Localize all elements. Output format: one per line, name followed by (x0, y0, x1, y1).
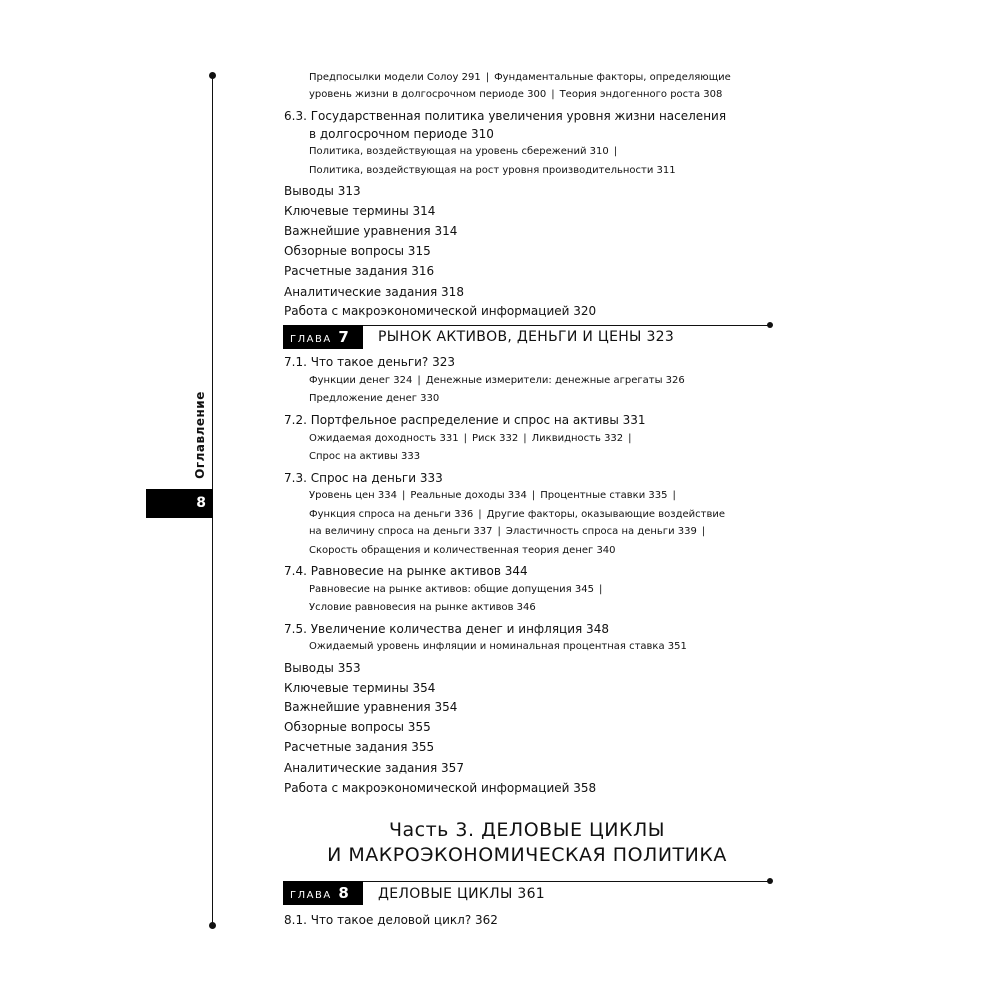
toc-entry-review-questions[interactable]: Обзорные вопросы 315 (284, 244, 431, 258)
chapter-7-rule (363, 325, 771, 326)
toc-section[interactable]: 8.1. Что такое деловой цикл? 362 (284, 913, 498, 927)
chapter-7-badge: ГЛАВА 7 (283, 325, 363, 349)
part-title-line-2: И МАКРОЭКОНОМИЧЕСКАЯ ПОЛИТИКА (327, 844, 727, 866)
toc-entry-summary[interactable]: Выводы 353 (284, 661, 361, 675)
toc-subentry[interactable]: Предпосылки модели Солоу 291 | Фундаментальные факторы, определяющие (309, 72, 731, 83)
toc-section[interactable]: 7.1. Что такое деньги? 323 (284, 355, 456, 369)
toc-section[interactable]: 7.3. Спрос на деньги 333 (284, 471, 443, 485)
toc-subentry[interactable]: Политика, воздействующая на рост уровня производительности 311 (309, 165, 676, 176)
toc-subentry[interactable]: Уровень цен 334 | Реальные доходы 334 | Процентные ставки 335 | (309, 490, 676, 501)
chapter-7-rule-dot (767, 322, 773, 328)
chapter-8-title[interactable]: ДЕЛОВЫЕ ЦИКЛЫ 361 (378, 886, 546, 902)
toc-section-continued[interactable]: в долгосрочном периоде 310 (309, 127, 494, 141)
toc-entry-macro-data[interactable]: Работа с макроэкономической информацией 320 (284, 304, 597, 318)
chapter-8-badge: ГЛАВА 8 (283, 881, 363, 905)
margin-rule-top-dot (209, 72, 216, 79)
toc-entry-numerical-problems[interactable]: Расчетные задания 316 (284, 264, 435, 278)
toc-section[interactable]: 6.3. Государственная политика увеличения уровня жизни населения (284, 109, 727, 123)
section-label: Оглавление (193, 391, 207, 479)
toc-subentry[interactable]: на величину спроса на деньги 337 | Эластичность спроса на деньги 339 | (309, 526, 706, 537)
toc-subentry[interactable]: Равновесие на рынке активов: общие допущения 345 | (309, 584, 603, 595)
toc-entry-analytical-problems[interactable]: Аналитические задания 318 (284, 285, 464, 299)
toc-entry-review-questions[interactable]: Обзорные вопросы 355 (284, 720, 431, 734)
toc-entry-key-terms[interactable]: Ключевые термины 314 (284, 204, 436, 218)
toc-subentry[interactable]: уровень жизни в долгосрочном периоде 300 | Теория эндогенного роста 308 (309, 89, 723, 100)
toc-subentry[interactable]: Условие равновесия на рынке активов 346 (309, 602, 536, 613)
chapter-8-rule (363, 881, 771, 882)
toc-section[interactable]: 7.4. Равновесие на рынке активов 344 (284, 564, 528, 578)
toc-entry-analytical-problems[interactable]: Аналитические задания 357 (284, 761, 464, 775)
toc-entry-summary[interactable]: Выводы 313 (284, 184, 361, 198)
toc-subentry[interactable]: Политика, воздействующая на уровень сбережений 310 | (309, 146, 618, 157)
toc-subentry[interactable]: Спрос на активы 333 (309, 451, 421, 462)
chapter-7-title[interactable]: РЫНОК АКТИВОВ, ДЕНЬГИ И ЦЕНЫ 323 (378, 329, 675, 345)
page-number: 8 (146, 489, 213, 518)
toc-section[interactable]: 7.5. Увеличение количества денег и инфляция 348 (284, 622, 609, 636)
toc-subentry[interactable]: Ожидаемый уровень инфляции и номинальная процентная ставка 351 (309, 641, 687, 652)
chapter-8-rule-dot (767, 878, 773, 884)
toc-subentry[interactable]: Предложение денег 330 (309, 393, 440, 404)
toc-section[interactable]: 7.2. Портфельное распределение и спрос на активы 331 (284, 413, 646, 427)
toc-subentry[interactable]: Функция спроса на деньги 336 | Другие факторы, оказывающие воздействие (309, 509, 726, 520)
toc-subentry[interactable]: Ожидаемая доходность 331 | Риск 332 | Ликвидность 332 | (309, 433, 632, 444)
toc-subentry[interactable]: Функции денег 324 | Денежные измерители: денежные агрегаты 326 (309, 375, 685, 386)
toc-subentry[interactable]: Скорость обращения и количественная теория денег 340 (309, 545, 616, 556)
toc-entry-key-equations[interactable]: Важнейшие уравнения 314 (284, 224, 458, 238)
margin-rule-bottom-dot (209, 922, 216, 929)
toc-entry-key-equations[interactable]: Важнейшие уравнения 354 (284, 700, 458, 714)
toc-entry-numerical-problems[interactable]: Расчетные задания 355 (284, 740, 435, 754)
part-title-line-1: Часть 3. ДЕЛОВЫЕ ЦИКЛЫ (388, 819, 666, 841)
toc-entry-key-terms[interactable]: Ключевые термины 354 (284, 681, 436, 695)
toc-entry-macro-data[interactable]: Работа с макроэкономической информацией 358 (284, 781, 597, 795)
